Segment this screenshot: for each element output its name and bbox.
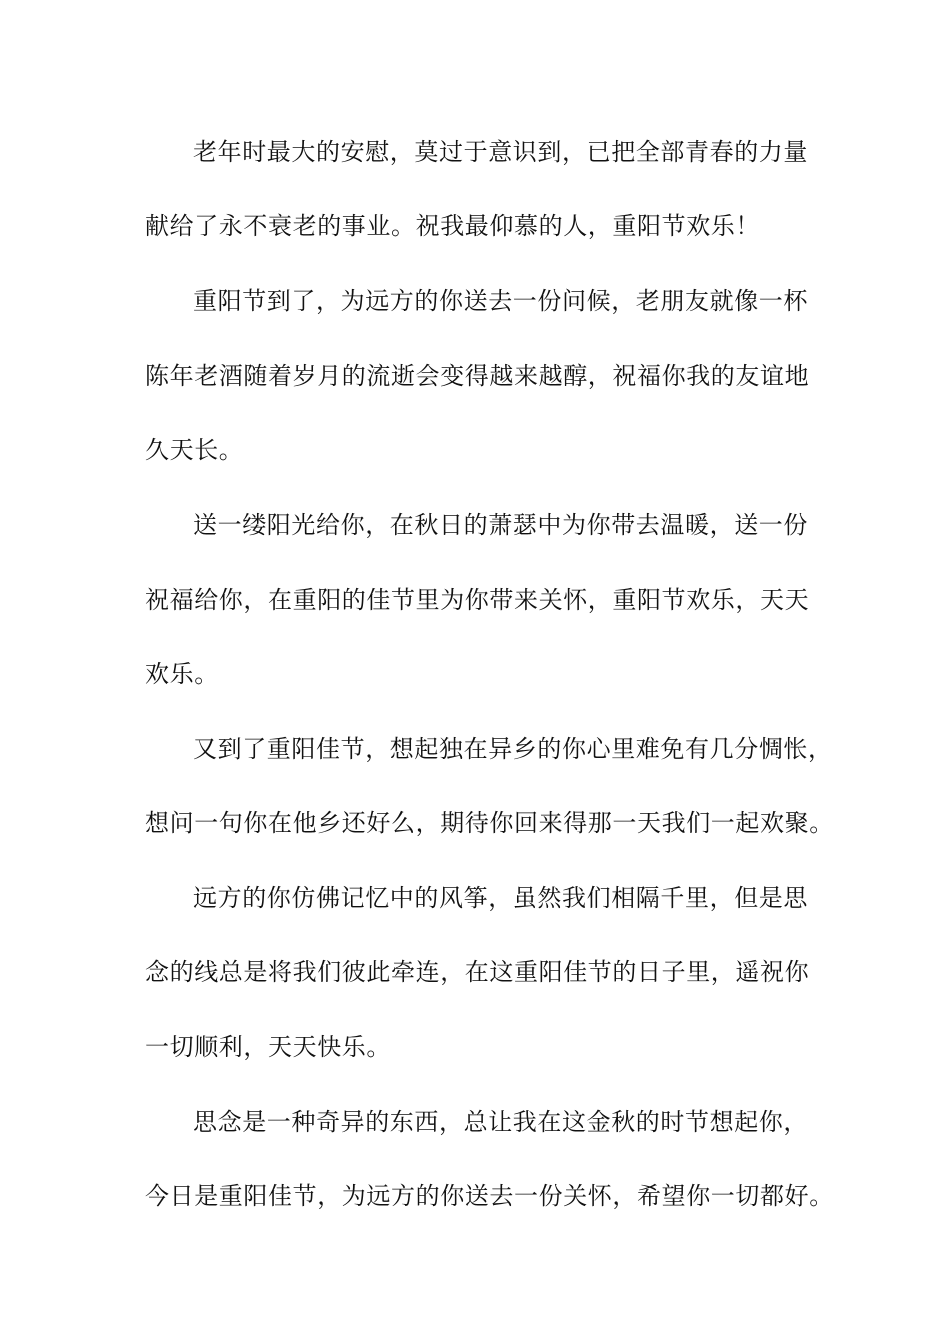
paragraph-4-line-1: 又到了重阳佳节，想起独在异乡的你心里难免有几分惆怅， xyxy=(193,735,833,763)
paragraph-3-line-3: 欢乐。 xyxy=(145,660,219,688)
paragraph-5-line-3: 一切顺利，天天快乐。 xyxy=(145,1033,391,1061)
paragraph-1-line-2: 献给了永不衰老的事业。祝我最仰慕的人，重阳节欢乐！ xyxy=(145,212,760,240)
paragraph-2-line-1: 重阳节到了，为远方的你送去一份问候，老朋友就像一杯 xyxy=(193,287,808,315)
paragraph-2-line-2: 陈年老酒随着岁月的流逝会变得越来越醇，祝福你我的友谊地 xyxy=(145,362,810,390)
paragraph-2-line-3: 久天长。 xyxy=(145,436,244,464)
paragraph-5-line-2: 念的线总是将我们彼此牵连，在这重阳佳节的日子里，遥祝你 xyxy=(145,958,810,986)
paragraph-1-line-1: 老年时最大的安慰，莫过于意识到，已把全部青春的力量 xyxy=(193,138,808,166)
paragraph-6-line-1: 思念是一种奇异的东西，总让我在这金秋的时节想起你， xyxy=(193,1108,808,1136)
paragraph-4-line-2: 想问一句你在他乡还好么，期待你回来得那一天我们一起欢聚。 xyxy=(145,809,834,837)
paragraph-6-line-2: 今日是重阳佳节，为远方的你送去一份关怀，希望你一切都好。 xyxy=(145,1182,834,1210)
paragraph-3-line-1: 送一缕阳光给你，在秋日的萧瑟中为你带去温暖，送一份 xyxy=(193,511,808,539)
paragraph-3-line-2: 祝福给你，在重阳的佳节里为你带来关怀，重阳节欢乐，天天 xyxy=(145,586,810,614)
paragraph-5-line-1: 远方的你仿佛记忆中的风筝，虽然我们相隔千里，但是思 xyxy=(193,884,808,912)
